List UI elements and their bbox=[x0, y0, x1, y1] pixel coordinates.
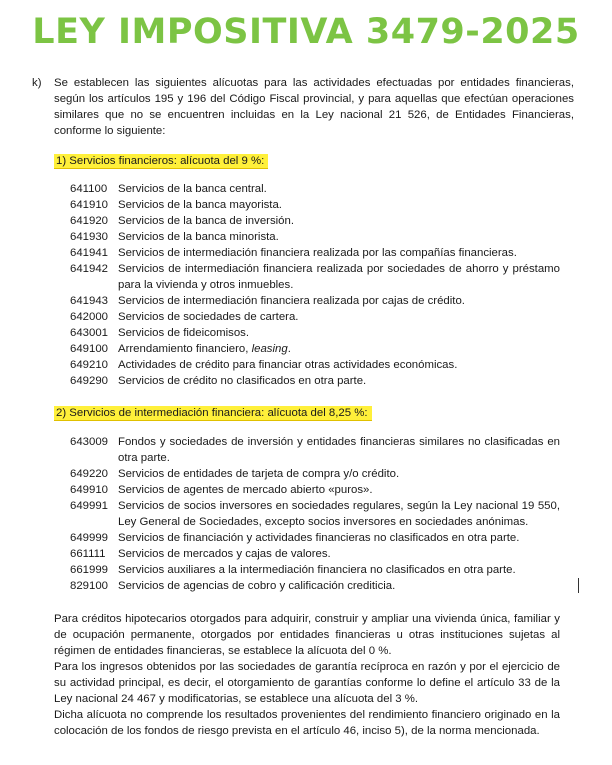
activity-description-italic: leasing bbox=[251, 343, 288, 355]
activity-description: Servicios de la banca minorista. bbox=[118, 231, 279, 243]
closing-paragraph-3: Dicha alícuota no comprende los resultados provenientes del rendimiento financiero originado en la colocación de los fondos de riesgo prevista en el artículo 46, inciso 5), de la norma mencionada. bbox=[54, 709, 560, 737]
activity-description-end: . bbox=[287, 343, 291, 355]
activity-code: 641942 bbox=[70, 263, 109, 275]
activity-description: Servicios de intermediación financiera realizada por cajas de crédito. bbox=[118, 295, 465, 307]
activity-description: Servicios de agentes de mercado abierto «puros». bbox=[118, 484, 373, 496]
section2-heading-highlight: 2) Servicios de intermediación financiera: alícuota del 8,25 %: bbox=[54, 406, 372, 421]
list-item bbox=[70, 357, 560, 373]
intro-marker: k) bbox=[32, 77, 42, 89]
list-item bbox=[70, 341, 560, 357]
list-item bbox=[70, 546, 560, 562]
activity-description: Servicios de intermediación financiera realizada por las compañías financieras. bbox=[118, 247, 517, 259]
list-item bbox=[70, 229, 560, 245]
list-item bbox=[70, 325, 560, 341]
section1-list bbox=[70, 181, 560, 389]
list-item bbox=[70, 309, 560, 325]
activity-code: 649910 bbox=[70, 484, 109, 496]
activity-description: Servicios de crédito no clasificados en otra parte. bbox=[118, 375, 367, 387]
text-cursor bbox=[578, 578, 579, 593]
activity-code: 641941 bbox=[70, 247, 109, 259]
section1-heading bbox=[54, 153, 268, 169]
activity-description: Servicios de la banca mayorista. bbox=[118, 199, 282, 211]
activity-description bbox=[118, 341, 560, 357]
activity-description: Servicios de socios inversores en sociedades regulares, según la Ley nacional 19 550, Ley General de Sociedades, excepto socios inversores en sociedades anónimas. bbox=[118, 500, 560, 528]
activity-description: Servicios de intermediación financiera realizada por sociedades de ahorro y préstamo para la vivienda y otros inmuebles. bbox=[118, 263, 560, 291]
activity-code: 643001 bbox=[70, 327, 109, 339]
intro-paragraph bbox=[32, 75, 574, 139]
activity-code: 641910 bbox=[70, 199, 109, 211]
activity-code: 649991 bbox=[70, 500, 109, 512]
activity-description: Servicios de la banca de inversión. bbox=[118, 215, 295, 227]
activity-description: Fondos y sociedades de inversión y entidades financieras similares no clasificadas en otra parte. bbox=[118, 436, 560, 464]
activity-code: 649100 bbox=[70, 343, 109, 355]
activity-code: 661111 bbox=[70, 548, 106, 560]
activity-code: 641930 bbox=[70, 231, 109, 243]
list-item bbox=[70, 434, 560, 466]
activity-description: Servicios de mercados y cajas de valores. bbox=[118, 548, 331, 560]
section2-heading bbox=[54, 405, 372, 421]
activity-description: Servicios de financiación y actividades financieras no clasificados en otra parte. bbox=[118, 532, 520, 544]
activity-code: 641920 bbox=[70, 215, 109, 227]
activity-code: 641100 bbox=[70, 183, 108, 195]
list-item bbox=[70, 578, 560, 594]
activity-description: Actividades de crédito para financiar otras actividades económicas. bbox=[118, 359, 458, 371]
activity-code: 643009 bbox=[70, 436, 109, 448]
activity-description-text: Arrendamiento financiero, bbox=[118, 343, 252, 355]
activity-code: 649220 bbox=[70, 468, 109, 480]
list-item bbox=[70, 482, 560, 498]
activity-code: 641943 bbox=[70, 295, 109, 307]
list-item bbox=[70, 373, 560, 389]
activity-description: Servicios de la banca central. bbox=[118, 183, 267, 195]
list-item bbox=[70, 293, 560, 309]
list-item bbox=[70, 530, 560, 546]
list-item bbox=[70, 466, 560, 482]
list-item bbox=[70, 213, 560, 229]
activity-code: 829100 bbox=[70, 580, 109, 592]
section1-heading-highlight: 1) Servicios financieros: alícuota del 9 %: bbox=[54, 154, 268, 169]
closing-paragraph-2: Para los ingresos obtenidos por las sociedades de garantía recíproca en razón y por el ejercicio de su actividad principal, es decir, el otorgamiento de garantías conforme lo define el artículo 33 de la Ley nacional 24 467 y modificatorias, se establece una alícuota del 3 %. bbox=[54, 661, 560, 705]
list-item bbox=[70, 197, 560, 213]
list-item bbox=[70, 245, 560, 261]
activity-code: 649999 bbox=[70, 532, 109, 544]
activity-description: Servicios de entidades de tarjeta de compra y/o crédito. bbox=[118, 468, 400, 480]
list-item bbox=[70, 498, 560, 530]
list-item bbox=[70, 261, 560, 293]
section2-list bbox=[70, 434, 560, 594]
document-title: LEY IMPOSITIVA 3479-2025 bbox=[32, 12, 580, 52]
activity-code: 649210 bbox=[70, 359, 109, 371]
closing-paragraph-1: Para créditos hipotecarios otorgados para adquirir, construir y ampliar una vivienda única, familiar y de ocupación permanente, otorgados por entidades financieras u otras instituciones sujetas al régimen de entidades financieras, se establece la alícuota del 0 %. bbox=[54, 613, 560, 657]
activity-code: 642000 bbox=[70, 311, 109, 323]
closing-text bbox=[54, 611, 560, 739]
activity-description: Servicios de agencias de cobro y calificación crediticia. bbox=[118, 580, 396, 592]
list-item bbox=[70, 181, 560, 197]
activity-description: Servicios auxiliares a la intermediación financiera no clasificados en otra parte. bbox=[118, 564, 516, 576]
activity-description: Servicios de fideicomisos. bbox=[118, 327, 250, 339]
activity-description: Servicios de sociedades de cartera. bbox=[118, 311, 299, 323]
intro-text: Se establecen las siguientes alícuotas para las actividades efectuadas por entidades financieras, según los artículos 195 y 196 del Código Fiscal provincial, y para aquellas que efectúan operaciones similares que no se encuentren incluidas en la Ley nacional 21 526, de Entidades Financieras, conforme lo siguiente: bbox=[54, 77, 574, 137]
activity-code: 661999 bbox=[70, 564, 109, 576]
activity-code: 649290 bbox=[70, 375, 109, 387]
list-item bbox=[70, 562, 560, 578]
